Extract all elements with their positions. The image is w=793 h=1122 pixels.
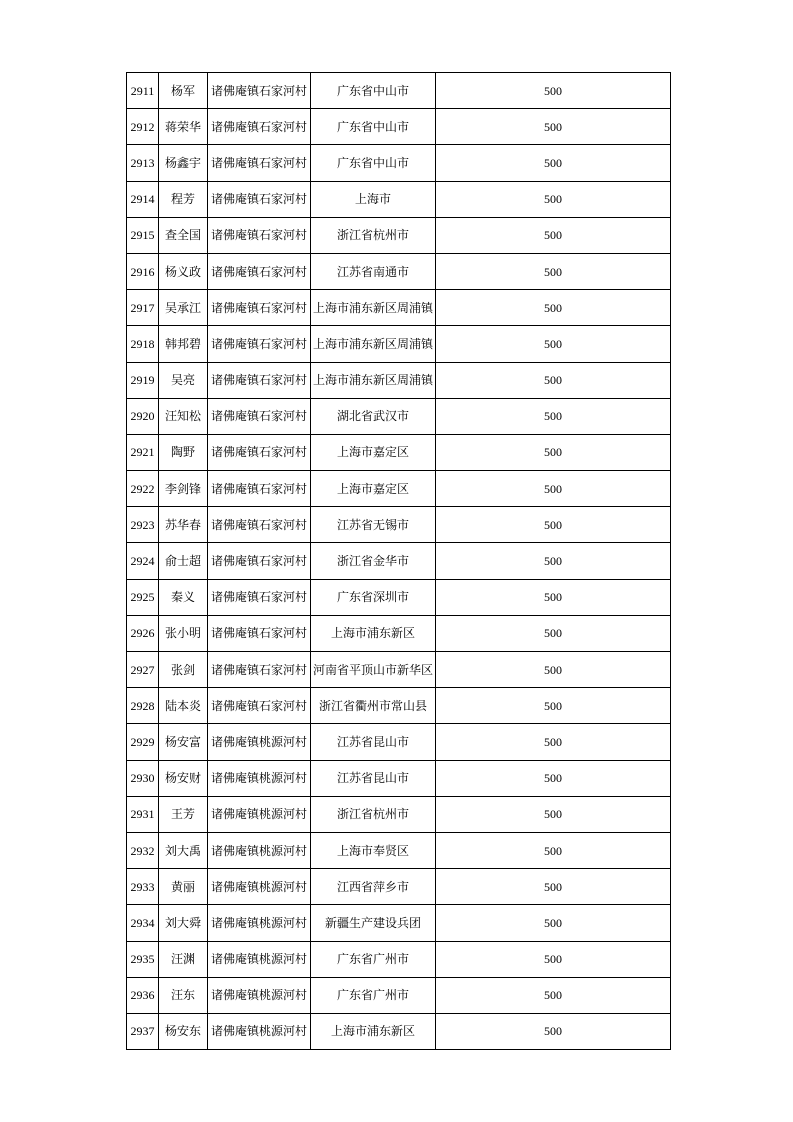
amount-cell: 500 [436, 253, 671, 289]
person-name-cell: 陆本炎 [159, 688, 208, 724]
table-row [127, 398, 671, 434]
amount-cell: 500 [436, 145, 671, 181]
home-village-cell: 诸佛庵镇桃源河村 [208, 832, 311, 868]
work-location-cell: 上海市嘉定区 [311, 471, 436, 507]
amount-cell: 500 [436, 688, 671, 724]
table-row [127, 796, 671, 832]
home-village-cell: 诸佛庵镇石家河村 [208, 326, 311, 362]
table-row [127, 760, 671, 796]
home-village-cell: 诸佛庵镇石家河村 [208, 290, 311, 326]
work-location-cell: 浙江省衢州市常山县 [311, 688, 436, 724]
person-name-cell: 蒋荣华 [159, 109, 208, 145]
person-name-cell: 杨安财 [159, 760, 208, 796]
serial-number-cell: 2929 [127, 724, 159, 760]
person-name-cell: 陶野 [159, 434, 208, 470]
amount-cell: 500 [436, 652, 671, 688]
serial-number-cell: 2937 [127, 1013, 159, 1049]
serial-number-cell: 2936 [127, 977, 159, 1013]
amount-cell: 500 [436, 796, 671, 832]
person-name-cell: 汪渊 [159, 941, 208, 977]
amount-cell: 500 [436, 869, 671, 905]
person-name-cell: 吴亮 [159, 362, 208, 398]
amount-cell: 500 [436, 760, 671, 796]
person-name-cell: 汪知松 [159, 398, 208, 434]
home-village-cell: 诸佛庵镇石家河村 [208, 471, 311, 507]
amount-cell: 500 [436, 579, 671, 615]
amount-cell: 500 [436, 832, 671, 868]
serial-number-cell: 2927 [127, 652, 159, 688]
person-name-cell: 刘大舜 [159, 905, 208, 941]
work-location-cell: 浙江省杭州市 [311, 217, 436, 253]
person-name-cell: 苏华春 [159, 507, 208, 543]
person-name-cell: 汪东 [159, 977, 208, 1013]
amount-cell: 500 [436, 326, 671, 362]
person-name-cell: 杨安东 [159, 1013, 208, 1049]
home-village-cell: 诸佛庵镇石家河村 [208, 109, 311, 145]
home-village-cell: 诸佛庵镇石家河村 [208, 434, 311, 470]
home-village-cell: 诸佛庵镇桃源河村 [208, 724, 311, 760]
table-row [127, 362, 671, 398]
serial-number-cell: 2928 [127, 688, 159, 724]
work-location-cell: 江苏省昆山市 [311, 760, 436, 796]
work-location-cell: 江西省萍乡市 [311, 869, 436, 905]
amount-cell: 500 [436, 905, 671, 941]
work-location-cell: 江苏省无锡市 [311, 507, 436, 543]
person-name-cell: 吴承江 [159, 290, 208, 326]
person-name-cell: 杨义政 [159, 253, 208, 289]
home-village-cell: 诸佛庵镇桃源河村 [208, 1013, 311, 1049]
work-location-cell: 广东省广州市 [311, 977, 436, 1013]
amount-cell: 500 [436, 109, 671, 145]
amount-cell: 500 [436, 362, 671, 398]
home-village-cell: 诸佛庵镇桃源河村 [208, 941, 311, 977]
serial-number-cell: 2918 [127, 326, 159, 362]
work-location-cell: 湖北省武汉市 [311, 398, 436, 434]
home-village-cell: 诸佛庵镇石家河村 [208, 507, 311, 543]
amount-cell: 500 [436, 434, 671, 470]
amount-cell: 500 [436, 543, 671, 579]
home-village-cell: 诸佛庵镇石家河村 [208, 688, 311, 724]
table-row [127, 905, 671, 941]
serial-number-cell: 2914 [127, 181, 159, 217]
home-village-cell: 诸佛庵镇桃源河村 [208, 905, 311, 941]
home-village-cell: 诸佛庵镇桃源河村 [208, 869, 311, 905]
home-village-cell: 诸佛庵镇石家河村 [208, 145, 311, 181]
home-village-cell: 诸佛庵镇石家河村 [208, 615, 311, 651]
serial-number-cell: 2915 [127, 217, 159, 253]
table-row [127, 869, 671, 905]
person-name-cell: 刘大禹 [159, 832, 208, 868]
work-location-cell: 上海市浦东新区 [311, 1013, 436, 1049]
table-row [127, 724, 671, 760]
amount-cell: 500 [436, 977, 671, 1013]
table-row [127, 434, 671, 470]
work-location-cell: 上海市浦东新区 [311, 615, 436, 651]
table-row [127, 832, 671, 868]
work-location-cell: 广东省深圳市 [311, 579, 436, 615]
serial-number-cell: 2920 [127, 398, 159, 434]
person-name-cell: 黄丽 [159, 869, 208, 905]
table-row [127, 579, 671, 615]
home-village-cell: 诸佛庵镇石家河村 [208, 362, 311, 398]
table-row [127, 688, 671, 724]
home-village-cell: 诸佛庵镇石家河村 [208, 217, 311, 253]
person-name-cell: 程芳 [159, 181, 208, 217]
work-location-cell: 广东省中山市 [311, 73, 436, 109]
person-name-cell: 杨安富 [159, 724, 208, 760]
serial-number-cell: 2924 [127, 543, 159, 579]
table-row [127, 615, 671, 651]
serial-number-cell: 2912 [127, 109, 159, 145]
serial-number-cell: 2934 [127, 905, 159, 941]
table-row [127, 290, 671, 326]
serial-number-cell: 2916 [127, 253, 159, 289]
amount-cell: 500 [436, 217, 671, 253]
serial-number-cell: 2926 [127, 615, 159, 651]
work-location-cell: 广东省中山市 [311, 109, 436, 145]
amount-cell: 500 [436, 471, 671, 507]
home-village-cell: 诸佛庵镇石家河村 [208, 73, 311, 109]
person-name-cell: 李剑锋 [159, 471, 208, 507]
work-location-cell: 上海市 [311, 181, 436, 217]
person-name-cell: 杨军 [159, 73, 208, 109]
person-name-cell: 查全国 [159, 217, 208, 253]
work-location-cell: 广东省中山市 [311, 145, 436, 181]
table-row [127, 73, 671, 109]
serial-number-cell: 2935 [127, 941, 159, 977]
home-village-cell: 诸佛庵镇石家河村 [208, 398, 311, 434]
work-location-cell: 江苏省南通市 [311, 253, 436, 289]
table-row [127, 1013, 671, 1049]
work-location-cell: 浙江省金华市 [311, 543, 436, 579]
home-village-cell: 诸佛庵镇桃源河村 [208, 796, 311, 832]
serial-number-cell: 2919 [127, 362, 159, 398]
work-location-cell: 广东省广州市 [311, 941, 436, 977]
amount-cell: 500 [436, 615, 671, 651]
serial-number-cell: 2917 [127, 290, 159, 326]
roster-table [126, 72, 671, 1050]
amount-cell: 500 [436, 941, 671, 977]
work-location-cell: 浙江省杭州市 [311, 796, 436, 832]
person-name-cell: 俞士超 [159, 543, 208, 579]
table-row [127, 652, 671, 688]
home-village-cell: 诸佛庵镇石家河村 [208, 652, 311, 688]
work-location-cell: 上海市浦东新区周浦镇 [311, 362, 436, 398]
person-name-cell: 杨鑫宇 [159, 145, 208, 181]
person-name-cell: 张小明 [159, 615, 208, 651]
document-page [126, 72, 671, 1050]
serial-number-cell: 2922 [127, 471, 159, 507]
table-row [127, 217, 671, 253]
table-row [127, 977, 671, 1013]
person-name-cell: 王芳 [159, 796, 208, 832]
amount-cell: 500 [436, 181, 671, 217]
roster-table-body [127, 73, 671, 1050]
serial-number-cell: 2933 [127, 869, 159, 905]
person-name-cell: 韩邦碧 [159, 326, 208, 362]
serial-number-cell: 2932 [127, 832, 159, 868]
serial-number-cell: 2923 [127, 507, 159, 543]
table-row [127, 326, 671, 362]
table-row [127, 507, 671, 543]
home-village-cell: 诸佛庵镇石家河村 [208, 543, 311, 579]
work-location-cell: 上海市奉贤区 [311, 832, 436, 868]
table-row [127, 471, 671, 507]
serial-number-cell: 2925 [127, 579, 159, 615]
work-location-cell: 上海市嘉定区 [311, 434, 436, 470]
table-row [127, 181, 671, 217]
table-row [127, 145, 671, 181]
serial-number-cell: 2931 [127, 796, 159, 832]
work-location-cell: 上海市浦东新区周浦镇 [311, 290, 436, 326]
person-name-cell: 秦义 [159, 579, 208, 615]
amount-cell: 500 [436, 290, 671, 326]
table-row [127, 941, 671, 977]
work-location-cell: 上海市浦东新区周浦镇 [311, 326, 436, 362]
home-village-cell: 诸佛庵镇石家河村 [208, 579, 311, 615]
amount-cell: 500 [436, 724, 671, 760]
table-row [127, 253, 671, 289]
work-location-cell: 江苏省昆山市 [311, 724, 436, 760]
home-village-cell: 诸佛庵镇桃源河村 [208, 760, 311, 796]
person-name-cell: 张剑 [159, 652, 208, 688]
amount-cell: 500 [436, 73, 671, 109]
amount-cell: 500 [436, 507, 671, 543]
serial-number-cell: 2921 [127, 434, 159, 470]
serial-number-cell: 2913 [127, 145, 159, 181]
table-row [127, 109, 671, 145]
serial-number-cell: 2911 [127, 73, 159, 109]
amount-cell: 500 [436, 1013, 671, 1049]
home-village-cell: 诸佛庵镇桃源河村 [208, 977, 311, 1013]
table-row [127, 543, 671, 579]
home-village-cell: 诸佛庵镇石家河村 [208, 181, 311, 217]
amount-cell: 500 [436, 398, 671, 434]
work-location-cell: 河南省平顶山市新华区 [311, 652, 436, 688]
home-village-cell: 诸佛庵镇石家河村 [208, 253, 311, 289]
serial-number-cell: 2930 [127, 760, 159, 796]
work-location-cell: 新疆生产建设兵团 [311, 905, 436, 941]
